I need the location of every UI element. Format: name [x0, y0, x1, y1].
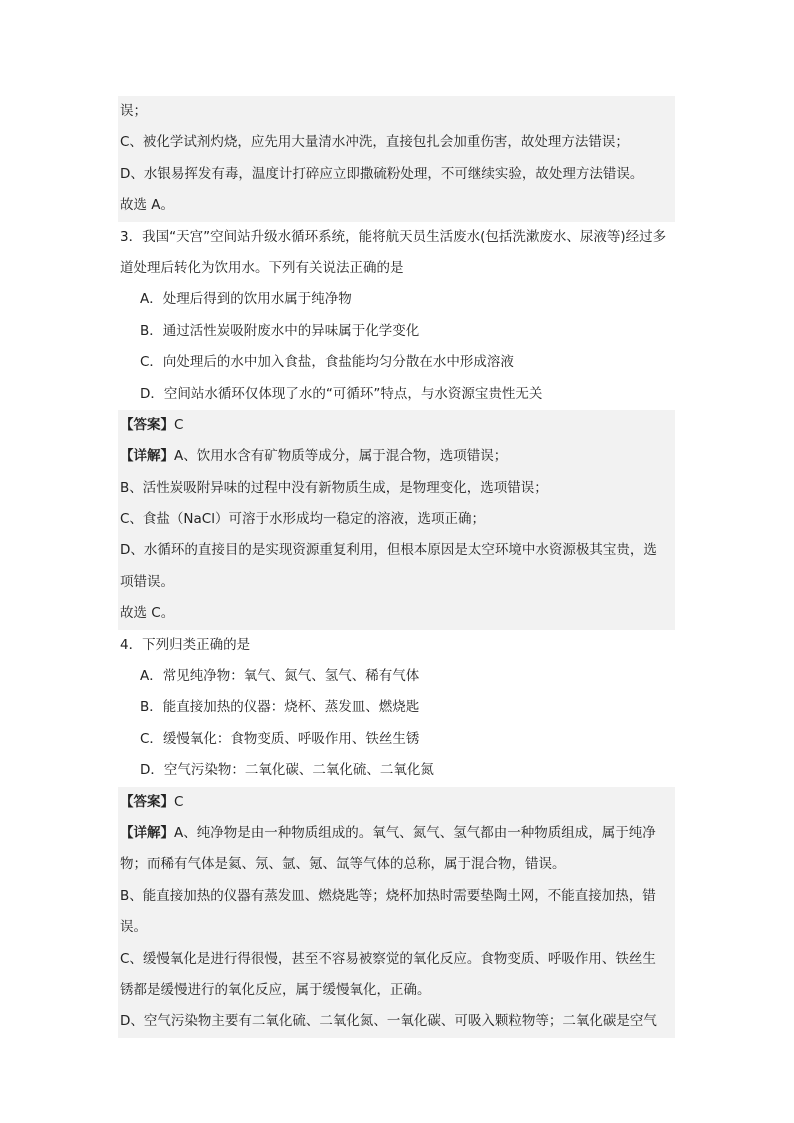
solution-line — [118, 787, 675, 818]
answer-option — [118, 724, 675, 755]
line-text: 项错误。 — [120, 573, 174, 590]
line-text: D、水银易挥发有毒，温度计打碎应立即撒硫粉处理，不可继续实验，故处理方法错误。 — [120, 165, 644, 182]
line-text: C．缓慢氧化：食物变质、呼吸作用、铁丝生锈 — [140, 730, 420, 747]
line-text: 4．下列归类正确的是 — [120, 636, 251, 653]
solution-line — [118, 881, 675, 912]
line-text: 误； — [120, 103, 147, 119]
answer-option — [118, 316, 675, 347]
solution-line — [118, 849, 675, 880]
line-text: B、活性炭吸附异味的过程中没有新物质生成，是物理变化，选项错误； — [120, 479, 548, 496]
document-body — [118, 96, 675, 1038]
section-tag: 【答案】 — [120, 416, 174, 433]
question-line — [118, 630, 675, 661]
answer-option — [118, 755, 675, 786]
line-text: C、缓慢氧化是进行得很慢，甚至不容易被察觉的氧化反应。食物变质、呼吸作用、铁丝生 — [120, 950, 656, 967]
line-text: 故选 C。 — [120, 605, 175, 622]
solution-line — [118, 535, 675, 566]
line-text: B、能直接加热的仪器有蒸发皿、燃烧匙等；烧杯加热时需要垫陶土网，不能直接加热，错 — [120, 887, 656, 904]
line-text: B．通过活性炭吸附废水中的异味属于化学变化 — [140, 322, 420, 339]
line-text: 误。 — [120, 919, 147, 936]
line-text: D．空气污染物：二氧化碳、二氧化硫、二氧化氮 — [140, 762, 434, 779]
line-text: 道处理后转化为饮用水。下列有关说法正确的是 — [120, 259, 404, 276]
solution-line — [118, 1006, 675, 1037]
line-text: A、饮用水含有矿物质等成分，属于混合物，选项错误； — [174, 448, 508, 465]
solution-line — [118, 598, 675, 629]
line-text: C — [174, 416, 184, 433]
answer-option — [118, 347, 675, 378]
answer-option — [118, 379, 675, 410]
answer-option — [118, 692, 675, 723]
question-line — [118, 253, 675, 284]
line-text: 3．我国“天宫”空间站升级水循环系统，能将航天员生活废水(包括洗漱废水、尿液等)经过多 — [120, 228, 667, 245]
solution-line — [118, 96, 675, 127]
line-text: C、被化学试剂灼烧，应先用大量清水冲洗，直接包扎会加重伤害，故处理方法错误； — [120, 134, 629, 151]
line-text: D．空间站水循环仅体现了水的“可循环”特点，与水资源宝贵性无关 — [140, 385, 543, 402]
solution-line — [118, 159, 675, 190]
solution-line — [118, 818, 675, 849]
line-text: A．常见纯净物：氧气、氮气、氢气、稀有气体 — [140, 668, 420, 685]
solution-line — [118, 912, 675, 943]
solution-line — [118, 127, 675, 158]
line-text: 故选 A。 — [120, 197, 175, 214]
solution-line — [118, 504, 675, 535]
line-text: D、空气污染物主要有二氧化硫、二氧化氮、一氧化碳、可吸入颗粒物等；二氧化碳是空气 — [120, 1013, 657, 1030]
solution-line — [118, 441, 675, 472]
question-line — [118, 222, 675, 253]
line-text: B．能直接加热的仪器：烧杯、蒸发皿、燃烧匙 — [140, 699, 420, 716]
line-text: 物；而稀有气体是氦、氖、氩、氪、氙等气体的总称，属于混合物，错误。 — [120, 856, 566, 873]
line-text: C．向处理后的水中加入食盐，食盐能均匀分散在水中形成溶液 — [140, 354, 514, 371]
section-tag: 【答案】 — [120, 793, 174, 810]
answer-option — [118, 284, 675, 315]
section-tag: 【详解】 — [120, 448, 174, 465]
section-tag: 【详解】 — [120, 824, 174, 841]
solution-line — [118, 473, 675, 504]
solution-line — [118, 567, 675, 598]
line-text: 锈都是缓慢进行的氧化反应，属于缓慢氧化，正确。 — [120, 981, 431, 998]
answer-option — [118, 661, 675, 692]
line-text: A、纯净物是由一种物质组成的。氧气、氮气、氢气都由一种物质组成，属于纯净 — [174, 824, 656, 841]
solution-line — [118, 975, 675, 1006]
solution-line — [118, 944, 675, 975]
line-text: A．处理后得到的饮用水属于纯净物 — [140, 291, 352, 308]
solution-line — [118, 190, 675, 221]
solution-line — [118, 410, 675, 441]
line-text: C — [174, 793, 184, 810]
line-text: C、食盐（NaCl）可溶于水形成均一稳定的溶液，选项正确； — [120, 511, 485, 528]
line-text: D、水循环的直接目的是实现资源重复利用，但根本原因是太空环境中水资源极其宝贵，选 — [120, 542, 657, 559]
